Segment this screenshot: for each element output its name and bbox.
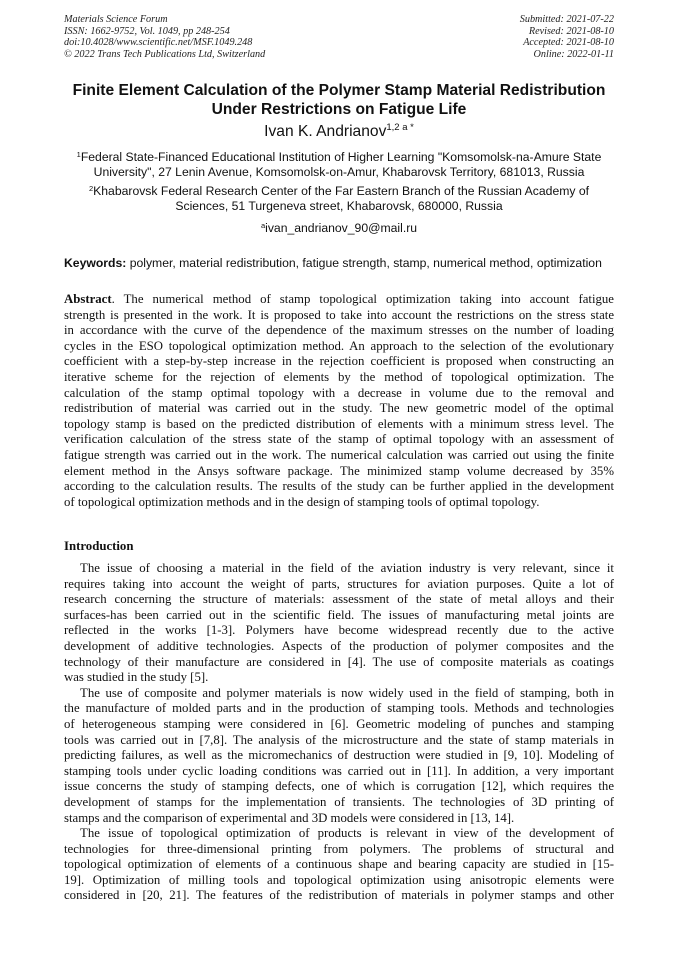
online-date: Online: 2022-01-11 [533,48,614,60]
paper-title [40,82,638,119]
abstract-line: fatigue strength was carried out in the work. The numerical calculation was carried out using the finite [64,447,614,462]
abstract-line: calculation of the stamp optimal topology with a decrease in volume due to the removal and [64,385,614,400]
affiliation-2 [40,184,638,215]
affiliation-text: Khabarovsk Federal Research Center of the Far Eastern Branch of the Russian Academy of [93,184,590,198]
affiliation-marker: 2 [88,184,94,193]
affiliation-text: Federal State-Financed Educational Institution of Higher Learning "Komsomolsk-na-Amure State [80,150,602,164]
abstract-label: Abstract [64,292,112,306]
intro-line: the manufacture of molded parts and in the production of stamping tools. Methods and technologies [64,701,614,716]
intro-line: reflected in the works [1-3]. Polymers have become widespread recently due to the active [64,623,614,638]
intro-line: predicting failures, as well as the micromechanics of destruction were studied in [9, 10]. Modeling of [64,748,614,763]
intro-line: requires taking into account the weight of parts, structures for aviation purposes. Quite a lot of [64,576,614,591]
abstract-line: cycles in the ESO topological optimization method. An approach to the selection of the evolutionary [64,338,614,353]
doi-line: doi:10.4028/www.scientific.net/MSF.1049.248 [64,37,253,49]
author-line [40,122,638,141]
abstract-line: according to the calculation results. The results of the study can be further applied in the development [64,479,614,494]
intro-line: stamping tools under cyclic loading conditions was carried out in [11]. In addition, a very important [64,763,614,778]
submitted-date: Submitted: 2021-07-22 [519,14,614,25]
intro-line: surfaces-has been carried out in the scientific field. The issues of manufacturing metal joints are [64,607,614,622]
abstract-line: of topological optimization methods and in the design of stamping tools of optimal topology. [64,494,540,509]
intro-line: stamps and the comparison of experimental and 3D models were considered in [13, 14]. [64,810,515,825]
title-line: Under Restrictions on Fatigue Life [211,100,467,118]
dates-info [520,14,614,60]
abstract-line: redistribution of material was carried out in the study. The new geometric model of the optimal [64,401,614,416]
title-line: Finite Element Calculation of the Polymer Stamp Material Redistribution [72,82,606,99]
keywords-label: Keywords: [64,256,127,270]
intro-line: The issue of topological optimization of products is relevant in view of the development of [80,826,614,841]
revised-date: Revised: 2021-08-10 [528,25,614,37]
intro-line: research concerning the structure of materials: assessment of the state of metal alloys and their [64,592,614,607]
intro-line: of heterogeneous stamping were considered in [6]. Geometric modeling of punches and stamping [64,716,614,731]
intro-line: considered in [20, 21]. The features of the redistribution of materials in polymer stamps and other [64,888,614,903]
intro-line: development of stamps for the implementation of transients. The technologies of 3D printing of [64,794,614,809]
abstract-line: Abstract. The numerical method of stamp topological optimization taking into account fatigue [64,292,614,306]
intro-line: technology of their manufacture are considered in [4]. The use of composite materials as coatings [64,654,614,669]
intro-line: issue concerns the study of stamping defects, one of which is corrugation [12], which requires the [64,779,614,794]
affiliation-1 [40,150,638,181]
accepted-date: Accepted: 2021-08-10 [523,37,614,49]
journal-name: Materials Science Forum [64,14,168,25]
abstract-line: verification calculation of the stress state of the stamp of optimal topology with an assessment of [64,432,614,447]
intro-line: development of additive technologies. Aspects of the production of polymer composites and the [64,638,614,653]
intro-line: The issue of choosing a material in the field of the aviation industry is very relevant, since it [80,561,614,575]
copyright-line: © 2022 Trans Tech Publications Ltd, Switzerland [64,48,266,60]
abstract-line: in accordance with the curve of the dependence of the maximum stresses on the number of loading [64,323,614,338]
keywords [64,256,614,271]
introduction-body [64,561,614,904]
author-affiliation-marks: 1,2 a * [386,122,414,133]
journal-info [64,14,265,60]
affiliation-marker: 1 [76,150,81,159]
intro-line: tools was carried out in [7,8]. The analysis of the microstructure and the state of stamp materials in [64,732,614,747]
email-address[interactable]: ivan_andrianov_90@mail.ru [265,221,418,235]
intro-line: topological optimization of elements of a continuous shape and bearing capacity are studied in [15- [64,857,614,872]
abstract-line: element method in the Ansys software package. The minimized stamp volume decreased by 35% [64,463,614,478]
intro-line: technologies for three-dimensional printing from polymers. The problems of structural and [64,841,614,856]
email-marker: a [260,221,266,230]
intro-line: 19]. Optimization of milling tools and topological optimization using anisotropic elements were [64,872,614,887]
section-heading-introduction: Introduction [64,539,134,553]
abstract-line: strength is presented in the work. It is proposed to take into account the restrictions on the stress state [64,307,614,322]
abstract-line: coefficient with a step-by-step increase in the rejection coefficient is proposed when constructing an [64,354,614,369]
author-email [40,221,638,236]
intro-line: The use of composite and polymer materials is now widely used in the field of stamping, both in [80,685,614,700]
author-name: Ivan K. Andrianov [264,123,387,140]
affiliation-text: Sciences, 51 Turgeneva street, Khabarovsk, 680000, Russia [175,199,503,214]
keywords-text: polymer, material redistribution, fatigue strength, stamp, numerical method, optimization [126,256,602,270]
abstract-line: topology stamp is based on the predicted distribution of elements with a minimum stress level. The [64,416,614,431]
abstract [64,292,614,510]
issn-line: ISSN: 1662-9752, Vol. 1049, pp 248-254 [64,25,230,37]
abstract-line: iterative scheme for the rejection of elements by the method of topological optimization. The [64,369,614,384]
intro-line: was studied in the study [5]. [64,670,209,685]
affiliation-text: University", 27 Lenin Avenue, Komsomolsk-on-Amur, Khabarovsk Territory, 681013, Russia [93,165,585,180]
